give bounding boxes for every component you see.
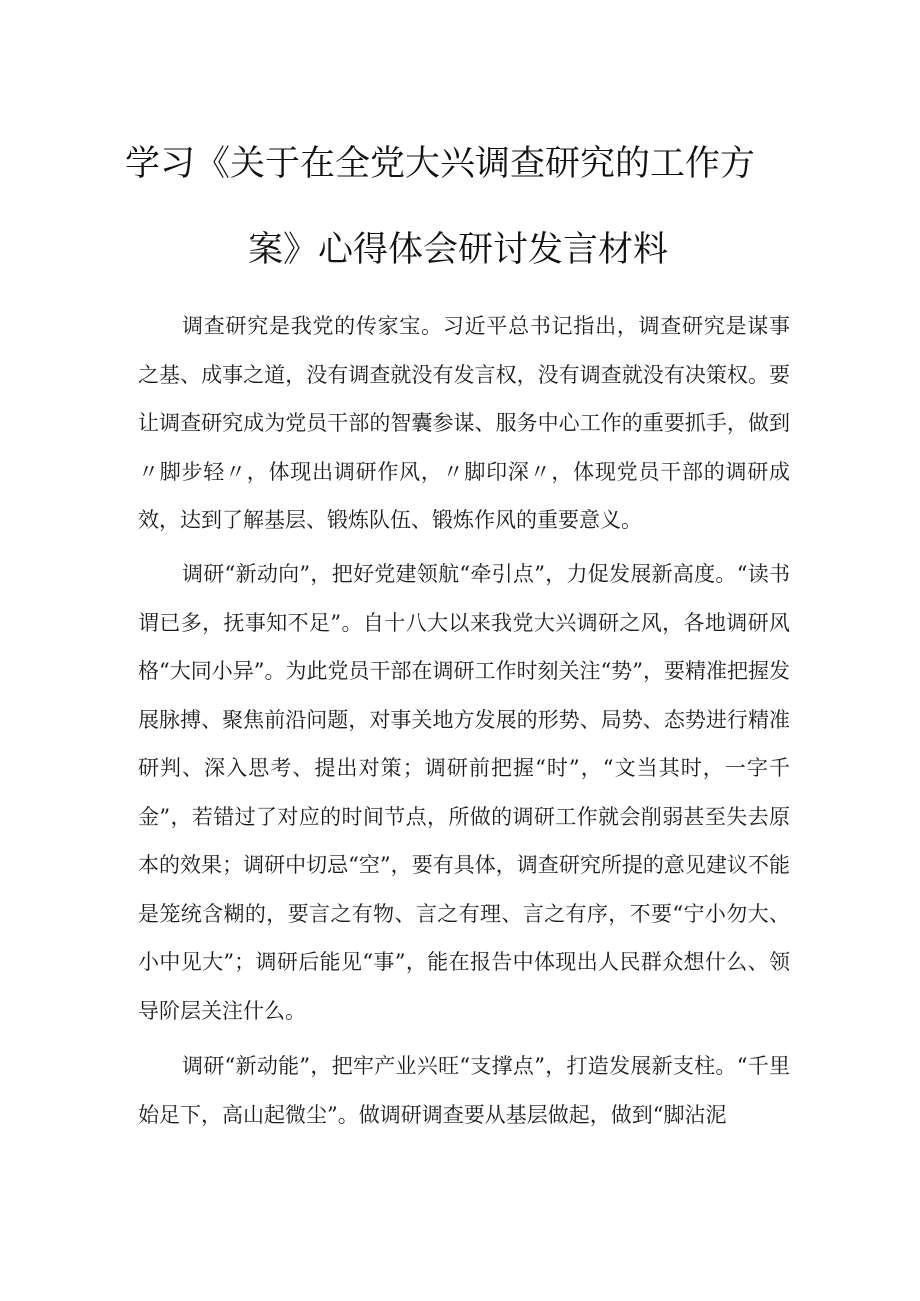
document-title-line-1: 学习《关于在全党大兴调查研究的工作方 bbox=[124, 144, 755, 184]
document-title-line-2: 案》心得体会研讨发言材料 bbox=[247, 230, 668, 270]
paragraph-2: 调研“新动向”，把好党建领航“牵引点”，力促发展新高度。“读书谓已多，抚事知不足”。自十八大以来我党大兴调研之风，各地调研风格“大同小异”。为此党员干部在调研工作时刻关注“势”，要精准把握发展脉搏、聚焦前沿问题，对事关地方发展的形势、局势、态势进行精准研判、深入思考、提出对策；调研前把握“时”，“文当其时，一字千金”，若错过了对应的时间节点，所做的调研工作就会削弱甚至失去原本的效果；调研中切忌“空”，要有具体，调查研究所提的意见建议不能是笼统含糊的，要言之有物、言之有理、言之有序，不要“宁小勿大、小中见大”；调研后能见“事”，能在报告中体现出人民群众想什么、领导阶层关注什么。 bbox=[138, 562, 790, 1023]
paragraph-3: 调研“新动能”，把牢产业兴旺“支撑点”，打造发展新支柱。“千里始足下，高山起微尘”。做调研调查要从基层做起，做到“脚沾泥 bbox=[138, 1054, 790, 1127]
paragraph-1: 调查研究是我党的传家宝。习近平总书记指出，调查研究是谋事之基、成事之道，没有调查就没有发言权，没有调查就没有决策权。要让调查研究成为党员干部的智囊参谋、服务中心工作的重要抓手，做到〃脚步轻〃，体现出调研作风，〃脚印深〃，体现党员干部的调研成效，达到了解基层、锻炼队伍、锻炼作风的重要意义。 bbox=[138, 314, 790, 532]
